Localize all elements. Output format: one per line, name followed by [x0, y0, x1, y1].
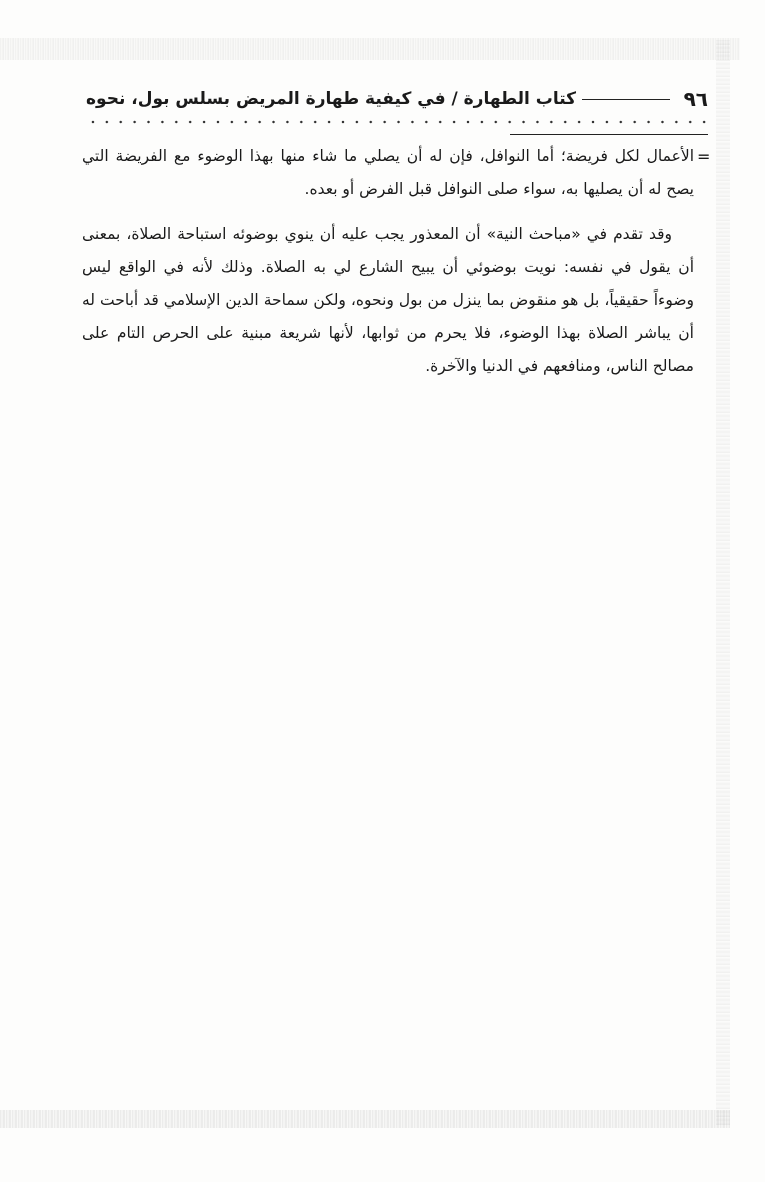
footnote-continuation-mark: = [697, 147, 711, 166]
dotted-separator [86, 116, 708, 128]
scan-noise-right [716, 40, 730, 1125]
running-title: كتاب الطهارة / في كيفية طهارة المريض بسلس بول، نحوه [86, 89, 577, 109]
footnote-paragraph-1: الأعمال لكل فريضة؛ أما النوافل، فإن له أن يصلي ما شاء منها بهذا الوضوء مع الفريضة التي يصح له أن يصليها به، سواء صلى النوافل قبل الفرض أو بعده. [82, 147, 694, 198]
scan-noise-top [0, 38, 740, 60]
page-number: ٩٦ [683, 87, 708, 111]
footnote-paragraph-2: وقد تقدم في «مباحث النية» أن المعذور يجب عليه أن ينوي بوضوئه استباحة الصلاة، بمعنى أن يقول في نفسه: نويت بوضوئي أن يبيح الشارع لي به الصلاة. وذلك لأنه في الواقع ليس وضوءاً حقيقياً، بل هو منقوض بما ينزل من بول ونحوه، ولكن سماحة الدين الإسلامي قد أباحت له أن يباشر الصلاة بهذا الوضوء، فلا يحرم من ثوابها، لأنها شريعة مبنية على الحرص التام على مصالح الناس، ومنافعهم في الدنيا والآخرة. [82, 225, 694, 375]
footnote-rule [510, 134, 708, 135]
scan-noise-bottom [0, 1110, 730, 1128]
page-header [86, 84, 708, 114]
footnote-body [82, 140, 694, 383]
header-rule [582, 99, 670, 100]
